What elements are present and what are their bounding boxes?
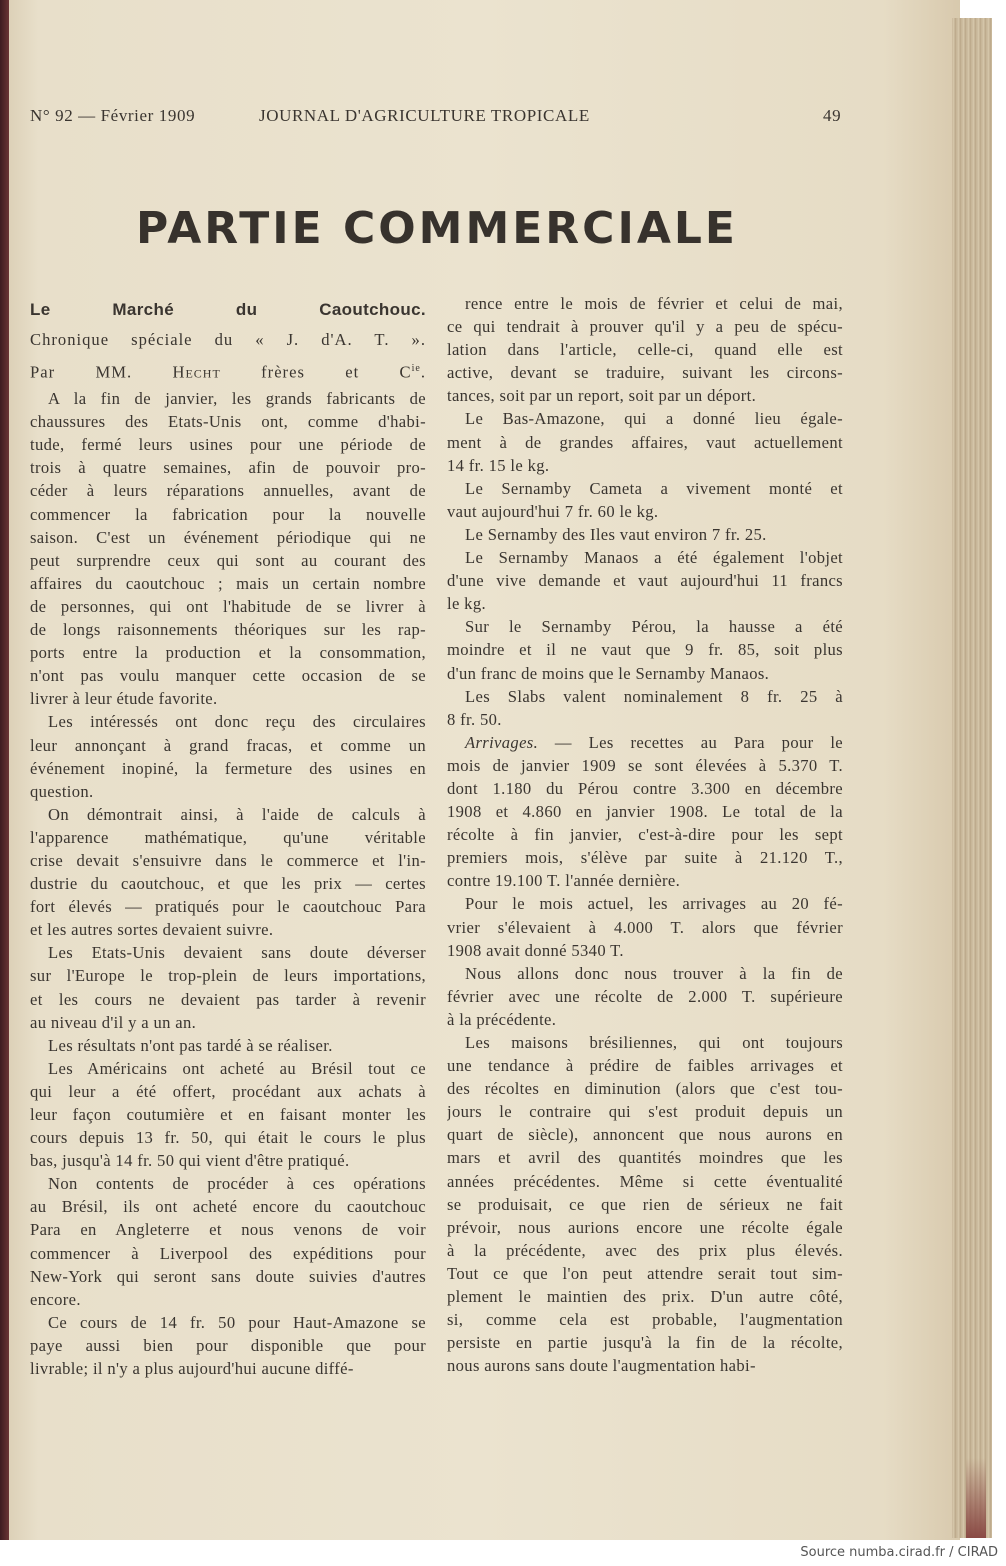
page-edges [952, 18, 992, 1538]
text-line: au Brésil, ils ont acheté encore du caoutchouc [30, 1197, 426, 1217]
header-issue: N° 92 — Février 1909 [30, 106, 196, 125]
text-line: de personnes, qui ont l'habitude de se livrer à [30, 596, 426, 616]
text-line: 1908 avait donné 5340 T. [447, 940, 624, 960]
text-line: événement inopiné, la fermeture des usines en [30, 758, 426, 778]
text-line: leur annonçant à grand fracas, et comme un [30, 735, 426, 755]
text-line: Tout ce que l'on peut attendre serait tout sim- [447, 1263, 843, 1283]
text-line: rence entre le mois de février et celui de mai, [465, 294, 843, 313]
text-line: leur façon coutumière et en faisant monter les [30, 1105, 426, 1124]
byline-sup: ie [411, 363, 421, 375]
text-line: active, devant se traduire, suivant les circons- [447, 363, 843, 383]
article-subtitle: Chronique spéciale du « J. d'A. T. ». [30, 330, 426, 350]
text-line: fort élevés — pratiqués pour le caoutchouc Para [30, 897, 426, 917]
text-line: Les Américains ont acheté au Brésil tout ce [48, 1058, 426, 1078]
text-line: des récoltes en diminution (alors que c'est tou- [447, 1079, 843, 1099]
text-line: 8 fr. 50. [447, 709, 502, 729]
text-line: moindre et il ne vaut que 9 fr. 85, soit plus [447, 640, 843, 660]
text-line: chaussures des Etats-Unis ont, comme d'habi- [30, 412, 426, 432]
source-credit: Source numba.cirad.fr / CIRAD [800, 1545, 998, 1560]
text-line: Para en Angleterre et nous venons de voir [30, 1220, 426, 1240]
byline-mid: frères et C [220, 362, 412, 382]
text-line: dont 1.180 du Pérou contre 3.300 en décembre [447, 778, 843, 798]
text-line: Le Sernamby des Iles vaut environ 7 fr. 25. [465, 524, 767, 544]
byline-name: Hecht [172, 362, 221, 382]
text-line: ce qui tendrait à prouver qu'il y a peu de spécu- [447, 317, 843, 337]
text-line: lation dans l'article, celle-ci, quand elle est [447, 340, 843, 360]
text-line: une tendance à prédire de faibles arrivages et [447, 1056, 843, 1076]
text-line: tude, fermé leurs usines pour une période de [30, 435, 426, 455]
text-line: Sur le Sernamby Pérou, la hausse a été [465, 617, 843, 637]
text-line: Nous allons donc nous trouver à la fin de [465, 963, 843, 983]
text-line: crise devait s'ensuivre dans le commerce et l'in- [30, 850, 426, 870]
text-line: 1908 et 4.860 en janvier 1908. Le total de la [447, 802, 843, 822]
text-line: On démontrait ainsi, à l'aide de calculs à [48, 804, 426, 824]
text-line: vaut aujourd'hui 7 fr. 60 le kg. [447, 501, 659, 521]
text-line: céder à leurs réparations annuelles, avant de [30, 481, 426, 501]
text-line: le kg. [447, 594, 486, 614]
text-line: à la précédente, avec des prix plus élevés. [447, 1240, 843, 1260]
text-line: ports entre la production et la consommation, [30, 643, 426, 663]
article-heading: Le Marché du Caoutchouc. [30, 300, 426, 319]
text-line: Ce cours de 14 fr. 50 pour Haut-Amazone se [48, 1312, 426, 1332]
text-line: tances, soit par un report, soit par un déport. [447, 386, 757, 406]
text-line: de longs raisonnements théoriques sur les rap- [30, 620, 426, 640]
italic-label: Arrivages. [465, 732, 539, 752]
right-column [447, 292, 843, 1377]
text-line: encore. [30, 1289, 81, 1309]
text-line: commencer la fabrication pour la nouvelle [30, 504, 426, 524]
text-line: Non contents de procéder à ces opérations [48, 1174, 426, 1194]
text-line: vrier s'élevaient à 4.000 T. alors que février [447, 917, 843, 937]
text-line: affaires du caoutchouc ; mais un certain nombre [30, 573, 426, 593]
text-line: contre 19.100 T. l'année dernière. [447, 871, 681, 891]
article-byline [30, 354, 426, 384]
header-journal-title: JOURNAL D'AGRICULTURE TROPICALE [259, 106, 590, 125]
text-line: l'apparence mathématique, qu'une véritable [30, 827, 426, 847]
text-line: dustrie du caoutchouc, et que les prix — certes [30, 874, 426, 894]
text-line: mars et avril des quantités moindres que les [447, 1148, 843, 1168]
text-line: mois de janvier 1909 se sont élevées à 5.370 T. [447, 755, 843, 775]
text-line: Arrivages. — Les recettes au Para pour le [465, 732, 843, 752]
text-line: sur l'Europe le trop-plein de leurs importations, [30, 966, 426, 986]
text-line: Le Bas-Amazone, qui a donné lieu égale- [465, 409, 843, 429]
text-line: jours le contraire qui s'est produit depuis un [447, 1102, 843, 1122]
text-line: premiers mois, s'élève par suite à 21.120 T., [447, 848, 843, 868]
text-line: ment à de grandes affaires, vaut actuellement [447, 432, 843, 452]
text-line: persiste en partie jusqu'à la fin de la récolte, [447, 1333, 843, 1353]
text-line: bas, jusqu'à 14 fr. 50 qui vient d'être pratiqué. [30, 1151, 350, 1171]
text-line: années précédentes. Même si cette éventualité [447, 1171, 843, 1191]
header-page-number: 49 [823, 106, 842, 125]
text-line: récolte à fin janvier, c'est-à-dire pour les sept [447, 825, 843, 845]
section-title: PARTIE COMMERCIALE [136, 203, 738, 254]
text-line: paye aussi bien pour disponible que pour [30, 1335, 426, 1355]
text-line: à la précédente. [447, 1009, 557, 1029]
text-line: Les Slabs valent nominalement 8 fr. 25 à [465, 686, 843, 706]
text-line: si, comme cela est probable, l'augmentation [447, 1310, 843, 1330]
text-line: Les Etats-Unis devaient sans doute déverser [48, 943, 426, 963]
text-line: prévoir, nous aurions encore une récolte égale [447, 1217, 843, 1237]
text-line: et les autres sortes devaient suivre. [30, 920, 274, 940]
text-line: Pour le mois actuel, les arrivages au 20 fé- [465, 894, 843, 914]
text-line: Les intéressés ont donc reçu des circulaires [48, 712, 426, 732]
text-line: A la fin de janvier, les grands fabricants de [48, 389, 426, 409]
text-line: 14 fr. 15 le kg. [447, 455, 550, 475]
text-line: d'un franc de moins que le Sernamby Manaos. [447, 663, 770, 683]
text-line: livrer à leur étude favorite. [30, 689, 218, 709]
text-line: Le Sernamby Manaos a été également l'objet [465, 548, 843, 568]
text-line: cours depuis 13 fr. 50, qui était le cours le plus [30, 1128, 426, 1148]
text-line: au niveau d'il y a un an. [30, 1012, 197, 1032]
byline-end: . [420, 362, 426, 382]
text-line: n'ont pas voulu manquer cette occasion de se [30, 666, 426, 686]
text-line: trois à quatre semaines, afin de pouvoir pro- [30, 458, 426, 478]
text-line: quart de siècle), annoncent que nous aurons en [447, 1125, 843, 1145]
text-line: février avec une récolte de 2.000 T. supérieure [447, 986, 843, 1006]
text-line: qui leur a été offert, procédant aux achats à [30, 1081, 426, 1101]
text-line: question. [30, 781, 94, 801]
text-line: nous aurons sans doute l'augmentation habi- [447, 1356, 756, 1376]
text-line: Les maisons brésiliennes, qui ont toujours [465, 1033, 843, 1052]
text-line: d'une vive demande et vaut aujourd'hui 11 francs [447, 571, 843, 591]
text-line: saison. C'est un événement périodique qui ne [30, 527, 426, 547]
text-line: New-York qui seront sans doute suivies d'autres [30, 1266, 426, 1286]
text-line: se produisait, ce que rien de sérieux ne fait [447, 1194, 843, 1214]
text-line: peut surprendre ceux qui sont au courant des [30, 550, 426, 570]
text-line: plement le maintien des prix. D'un autre côté, [447, 1287, 843, 1307]
text-line: livrable; il n'y a plus aujourd'hui aucune diffé- [30, 1359, 354, 1379]
text-line: Le Sernamby Cameta a vivement monté et [465, 478, 843, 498]
byline-prefix: Par MM. [30, 362, 173, 382]
text-line: commencer à Liverpool des expéditions pour [30, 1243, 426, 1263]
text-line: Les résultats n'ont pas tardé à se réaliser. [48, 1035, 333, 1055]
text-line: et les cours ne devaient pas tarder à revenir [30, 989, 426, 1009]
left-column [30, 298, 426, 1380]
